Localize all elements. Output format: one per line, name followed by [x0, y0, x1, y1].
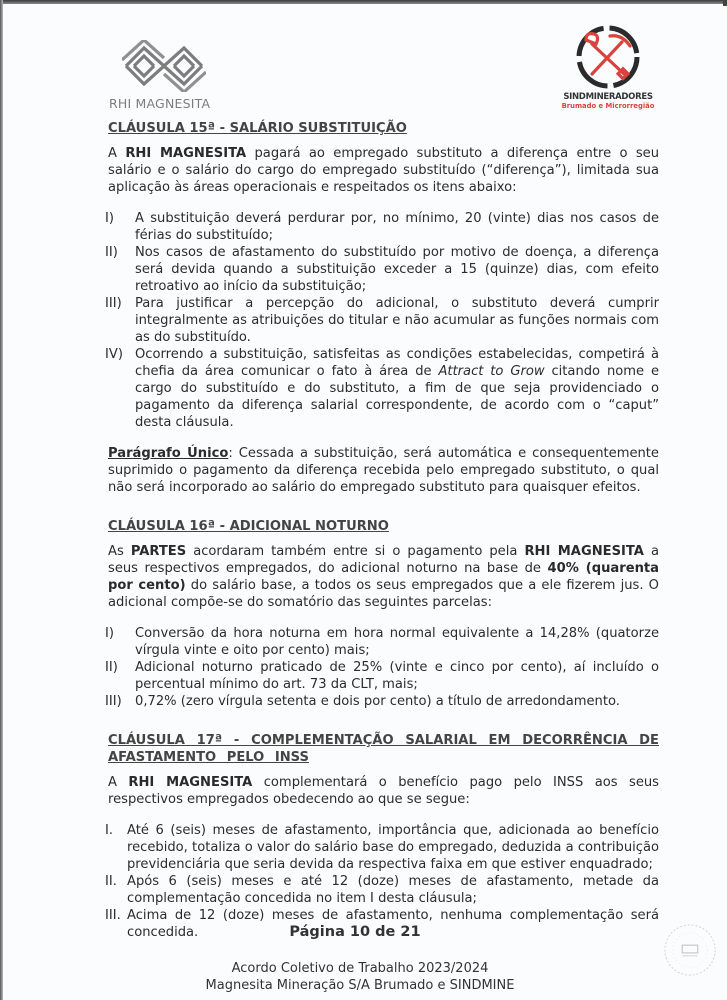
clause-16-title: CLÁUSULA 16ª - ADICIONAL NOTURNO: [108, 519, 389, 534]
text: As: [108, 544, 131, 559]
item-text: Para justificar a percepção do adicional, o substituto deverá cumprir integralmente as atribuições do titular e não acumular as funções normais com as do substituído.: [135, 296, 659, 345]
item-number: III.: [105, 908, 121, 923]
company-stamp-icon: [662, 922, 718, 978]
item-text: Adicional noturno praticado de 25% (vinte e cinco por cento), aí incluído o percentual mínimo do art. 73 da CLT, mais;: [135, 660, 659, 692]
clause-17-intro: [108, 774, 659, 808]
item-number: I): [105, 626, 114, 641]
pick-and-shovel-icon: [574, 24, 642, 90]
list-item: [105, 295, 659, 346]
clause-16-intro: [108, 543, 659, 611]
item-text: Acima de 12 (doze) meses de afastamento, nenhuma complementação será concedida.: [127, 908, 659, 940]
text: do salário base, a todos os seus empregados que a ele fizerem jus. O adicional compõe-se do somatório das seguintes parcelas:: [108, 578, 659, 610]
item-text: A substituição deverá perdurar por, no mínimo, 20 (vinte) dias nos casos de férias do substituído;: [135, 211, 659, 243]
rhi-magnesita-logo: [110, 40, 230, 111]
item-number: II): [105, 660, 118, 675]
text: a seus respectivos empregados, do adicional noturno na base de: [108, 544, 660, 576]
item-number: I.: [105, 823, 114, 838]
text: complementará o benefício pago pelo INSS aos seus respectivos empregados obedecendo ao que se segue:: [108, 775, 659, 807]
company-name: RHI MAGNESITA: [128, 775, 253, 790]
bold-text: 40% (quarenta por cento): [108, 561, 660, 593]
sindmineradores-logo: [558, 24, 658, 110]
scan-mark: [723, 0, 727, 6]
company-name: RHI MAGNESITA: [125, 146, 247, 161]
text: A: [108, 146, 126, 161]
item-text: [135, 346, 659, 431]
text: Ocorrendo a substituição, satisfeitas as condições estabelecidas, competirá à chefia da área comunicar o fato à área de: [135, 347, 659, 379]
item-number: I): [105, 211, 114, 226]
item-text: 0,72% (zero vírgula setenta e dois por cento) a título de arredondamento.: [135, 694, 620, 709]
rhi-logo-text: RHI MAGNESITA: [109, 96, 211, 111]
paragrafo-label: Parágrafo Único: [108, 446, 229, 461]
item-number: III): [105, 296, 122, 311]
page-number: Página 10 de 21: [289, 924, 421, 940]
clause-16-items: [105, 625, 659, 710]
clause-15-intro: [108, 145, 659, 196]
list-item: [105, 873, 659, 907]
item-text: Nos casos de afastamento do substituído por motivo de doença, a diferença será devida quando a substituição exceder a 15 (quinze) dias, com efeito retroativo ao início da substituição;: [135, 245, 659, 294]
footer-line-2: Magnesita Mineração S/A Brumado e SINDMINE: [205, 978, 515, 993]
list-item: [105, 625, 659, 659]
document-body: [105, 120, 660, 941]
list-item: [105, 822, 659, 873]
clause-15-title: CLÁUSULA 15ª - SALÁRIO SUBSTITUIÇÃO: [108, 121, 407, 136]
paragrafo-unico: [108, 445, 659, 496]
clause-15-items: [105, 210, 660, 431]
footer-line-1: Acordo Coletivo de Trabalho 2023/2024: [231, 961, 489, 976]
text: pagará ao empregado substituto a diferença entre o seu salário e o salário do cargo do empregado substituído (“diferença”), limitada sua aplicação às áreas operacionais e respeitados os itens abaixo:: [108, 146, 660, 195]
text: : Cessada a substituição, será automática e consequentemente suprimido o pagamento da diferença recebida pelo empregado substituto, o qual não será incorporado ao salário do empregado substituto para quaisquer efeitos.: [108, 446, 659, 495]
bold-text: PARTES: [130, 544, 187, 559]
item-number: IV): [105, 347, 123, 362]
item-number: II.: [105, 874, 117, 889]
list-item: [105, 346, 660, 431]
text: acordaram também entre si o pagamento pela: [186, 544, 525, 559]
company-name: RHI MAGNESITA: [524, 544, 644, 559]
text: A: [108, 775, 129, 790]
list-item: [105, 244, 659, 295]
item-text: Após 6 (seis) meses e até 12 (doze) meses de afastamento, metade da complementação concedida no item I desta cláusula;: [127, 874, 659, 906]
scan-border-left: [0, 0, 3, 1000]
item-number: III): [105, 694, 122, 709]
scan-border-top: [0, 0, 727, 4]
item-text: Até 6 (seis) meses de afastamento, importância que, adicionada ao benefício recebido, totaliza o valor do salário base do empregado, deduzida a contribuição previdenciária que seria devida da respectiva faixa em que estiver enquadrado;: [127, 823, 659, 872]
item-text: Conversão da hora noturna em hora normal equivalente a 14,28% (quatorze vírgula vinte e oito por cento) mais;: [135, 626, 659, 658]
sind-logo-region: Brumado e Microrregião: [561, 102, 655, 110]
list-item: [105, 693, 659, 710]
sind-logo-name: SINDMINERADORES: [563, 92, 653, 102]
list-item: [105, 659, 659, 693]
text: citando nome e cargo do substituído e do substituto, a fim de que seja providenciado o pagamento da diferença salarial correspondente, de acordo com o “caput” desta cláusula.: [135, 364, 660, 430]
rhi-infinity-icon: [122, 40, 206, 92]
program-name: Attract to Grow: [438, 364, 545, 379]
list-item: [105, 210, 659, 244]
item-number: II): [105, 245, 118, 260]
clause-17-title: CLÁUSULA 17ª - COMPLEMENTAÇÃO SALARIAL EM DECORRÊNCIA DE AFASTAMENTO PELO INSS: [108, 733, 659, 765]
